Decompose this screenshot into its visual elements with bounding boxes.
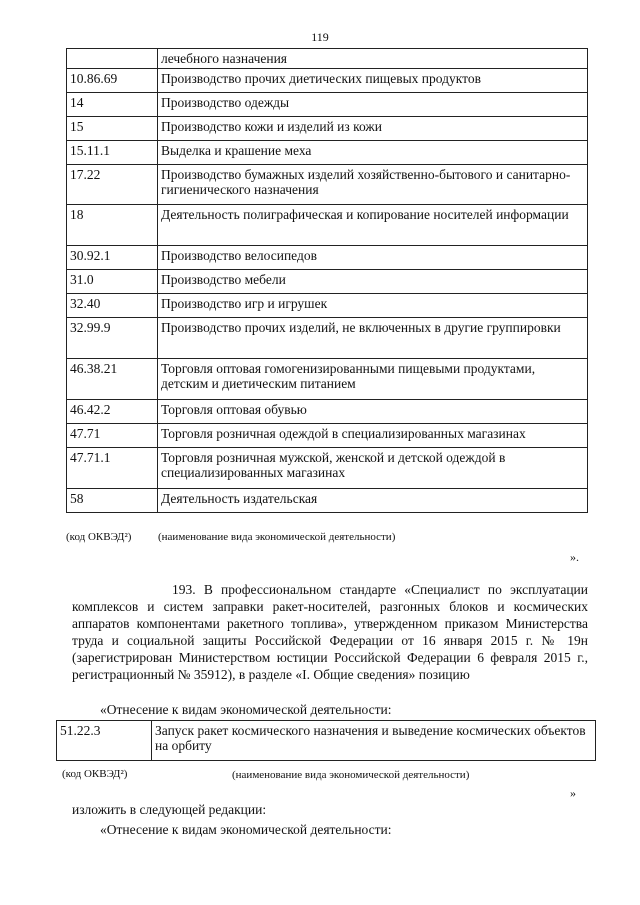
okved-code-cell: 47.71 [67,424,158,448]
closing-quote-2: » [570,786,576,800]
activity-name-cell: Торговля розничная мужской, женской и детской одеждой в специализированных магазинах [158,448,588,489]
closing-quote: ». [570,550,579,564]
okved-code-cell: 17.22 [67,165,158,205]
heading-economic-activity-2: «Отнесение к видам экономической деятельности: [100,822,392,837]
activity-name-cell: лечебного назначения [158,49,588,69]
table-row [67,117,588,141]
activity-name-cell: Торговля розничная одеждой в специализированных магазинах [158,424,588,448]
activity-name-cell: Деятельность издательская [158,489,588,513]
okved-table-2 [56,720,596,761]
table-row [67,93,588,117]
table-row [67,448,588,489]
table-row [67,165,588,205]
page-number: 119 [311,30,329,44]
table-row [67,489,588,513]
activity-name-cell: Производство одежды [158,93,588,117]
table-row [67,318,588,359]
okved-table [66,48,588,513]
okved-code-cell: 32.99.9 [67,318,158,359]
okved-code-cell: 46.42.2 [67,400,158,424]
activity-name-cell: Производство игр и игрушек [158,294,588,318]
table-row [67,205,588,246]
okved-code-cell: 32.40 [67,294,158,318]
table-caption-name: (наименование вида экономической деятельности) [158,531,396,543]
okved-code-cell: 51.22.3 [57,721,152,761]
okved-code-cell: 46.38.21 [67,359,158,400]
text-instruction: изложить в следующей редакции: [72,802,267,817]
heading-economic-activity-1: «Отнесение к видам экономической деятельности: [100,702,392,717]
okved-code-cell: 10.86.69 [67,69,158,93]
okved-code-cell: 58 [67,489,158,513]
activity-name-cell: Производство мебели [158,270,588,294]
table-caption-code: (код ОКВЭД²) [66,531,132,543]
table-row [67,69,588,93]
activity-name-cell: Производство велосипедов [158,246,588,270]
table-row [67,294,588,318]
activity-name-cell: Производство бумажных изделий хозяйственно-бытового и санитарно-гигиенического назначения [158,165,588,205]
okved-code-cell: 30.92.1 [67,246,158,270]
okved-code-cell: 15 [67,117,158,141]
paragraph-193 [72,581,588,683]
table-row [67,424,588,448]
table-row [67,270,588,294]
table-row [67,49,588,69]
okved-code-cell [67,49,158,69]
activity-name-cell: Производство кожи и изделий из кожи [158,117,588,141]
table-row [57,721,596,761]
activity-name-cell: Торговля оптовая обувью [158,400,588,424]
table2-caption-code: (код ОКВЭД²) [62,768,128,780]
okved-code-cell: 47.71.1 [67,448,158,489]
activity-name-cell: Запуск ракет космического назначения и выведение космических объектов на орбиту [152,721,596,761]
activity-name-cell: Выделка и крашение меха [158,141,588,165]
okved-code-cell: 14 [67,93,158,117]
activity-name-cell: Деятельность полиграфическая и копирование носителей информации [158,205,588,246]
table-row [67,400,588,424]
okved-code-cell: 18 [67,205,158,246]
table-row [67,246,588,270]
table2-caption-name: (наименование вида экономической деятельности) [232,769,470,781]
table-row [67,141,588,165]
activity-name-cell: Производство прочих диетических пищевых продуктов [158,69,588,93]
okved-code-cell: 31.0 [67,270,158,294]
okved-code-cell: 15.11.1 [67,141,158,165]
paragraph-193-text: 193. В профессиональном стандарте «Специалист по эксплуатации комплексов и систем заправки ракет-носителей, разгонных блоков и космических аппаратов компонентами ракетного топлива», утвержденном приказом Министерства труда и социальной защиты Российской Федерации от 16 января 2015 г. № 19н (зарегистрирован Министерством юстиции Российской Федерации 6 февраля 2015 г., регистрационный № 35912), в разделе «I. Общие сведения» позицию [72,582,588,682]
activity-name-cell: Торговля оптовая гомогенизированными пищевыми продуктами, детским и диетическим питанием [158,359,588,400]
table-row [67,359,588,400]
activity-name-cell: Производство прочих изделий, не включенных в другие группировки [158,318,588,359]
